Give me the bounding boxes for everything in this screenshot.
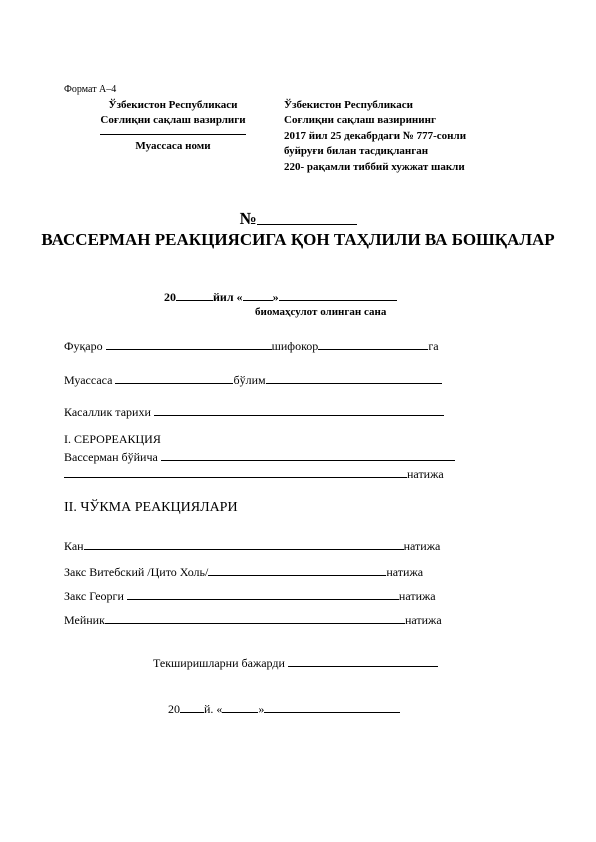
reaction-result: натижа xyxy=(404,613,442,627)
date-day-field[interactable] xyxy=(243,287,273,301)
footer-day-field[interactable] xyxy=(222,699,258,713)
doctor-field[interactable] xyxy=(318,336,428,350)
header-right-line4: буйруғи билан тасдиқланган xyxy=(284,145,429,158)
footer-date-middle: й. « xyxy=(204,702,223,716)
doctor-suffix: га xyxy=(428,339,439,353)
citizen-field[interactable] xyxy=(106,336,272,350)
biomaterial-caption: биомаҳсулот олинган сана xyxy=(255,306,387,318)
department-label: бўлим xyxy=(233,373,266,387)
header-left xyxy=(64,98,282,154)
citizen-label: Фуқаро xyxy=(64,339,103,353)
footer-month-field[interactable] xyxy=(264,699,400,713)
reaction-label: Закс Витебский /Цито Холь/ xyxy=(64,565,209,579)
citizen-row xyxy=(64,336,439,354)
reaction-field[interactable] xyxy=(127,586,399,600)
document-number-label: № xyxy=(239,209,257,228)
wassermann-row xyxy=(64,447,455,465)
performed-by-row xyxy=(153,653,438,671)
history-label: Касаллик тарихи xyxy=(64,405,151,419)
date-year-suffix: йил « xyxy=(213,290,243,304)
header-right-line5: 220- рақамли тиббий хужжат шакли xyxy=(284,160,465,173)
date-month-field[interactable] xyxy=(279,287,397,301)
institution-label: Муассаса xyxy=(64,373,113,387)
reaction-label: Мейник xyxy=(64,613,105,627)
document-number xyxy=(0,208,596,229)
footer-date-row xyxy=(168,699,400,717)
header-right-line1: Ўзбекистон Республикаси xyxy=(284,99,413,111)
doctor-label: шифокор xyxy=(271,339,319,353)
wassermann-field[interactable] xyxy=(161,447,455,461)
reaction-result: натижа xyxy=(398,589,436,603)
header-left-line1: Ўзбекистон Республикаси xyxy=(108,99,238,111)
reaction-result: натижа xyxy=(386,565,424,579)
footer-date-prefix: 20 xyxy=(168,702,180,716)
department-field[interactable] xyxy=(266,370,442,384)
footer-year-field[interactable] xyxy=(180,699,204,713)
date-year-prefix: 20 xyxy=(164,290,176,304)
reaction-label: Кан xyxy=(64,539,84,553)
reaction-result: натижа xyxy=(403,539,441,553)
history-row xyxy=(64,402,444,420)
page-title: ВАССЕРМАН РЕАКЦИЯСИГА ҚОН ТАҲЛИЛИ ВА БОШҚАЛАР xyxy=(41,230,555,249)
reaction-row xyxy=(64,536,440,554)
institution-name-caption: Муассаса номи xyxy=(135,140,211,152)
performed-by-field[interactable] xyxy=(288,653,438,667)
institution-field[interactable] xyxy=(115,370,233,384)
header-right-line3: 2017 йил 25 декабрдаги № 777-сонли xyxy=(284,129,467,142)
date-quote-close: » xyxy=(272,290,279,304)
reaction-row xyxy=(64,610,442,628)
reaction-field[interactable] xyxy=(208,562,386,576)
wassermann-result-label: натижа xyxy=(407,467,444,481)
section-1-title: I. СЕРОРЕАКЦИЯ xyxy=(64,432,161,446)
institution-row xyxy=(64,370,442,388)
reaction-field[interactable] xyxy=(84,536,404,550)
wassermann-label: Вассерман бўйича xyxy=(64,450,158,464)
reaction-field[interactable] xyxy=(105,610,405,624)
section-2-title: II. ЧЎКМА РЕАКЦИЯЛАРИ xyxy=(64,500,238,515)
footer-date-close: » xyxy=(258,702,265,716)
document-number-field[interactable] xyxy=(257,208,357,225)
header-left-line2: Соғлиқни сақлаш вазирлиги xyxy=(100,114,246,126)
reaction-label: Закс Георги xyxy=(64,589,124,603)
institution-name-field[interactable] xyxy=(100,134,246,135)
reaction-row xyxy=(64,586,436,604)
performed-by-label: Текширишларни бажарди xyxy=(153,656,285,670)
header-right-line2: Соғлиқни сақлаш вазирининг xyxy=(284,114,436,127)
history-field[interactable] xyxy=(154,402,444,416)
reaction-row xyxy=(64,562,423,580)
wassermann-result-row xyxy=(64,464,444,482)
format-label: Формат А–4 xyxy=(64,84,117,95)
sample-date-line xyxy=(164,287,397,305)
date-year-field[interactable] xyxy=(176,287,213,301)
wassermann-result-field[interactable] xyxy=(64,464,407,478)
header-right xyxy=(284,98,466,175)
